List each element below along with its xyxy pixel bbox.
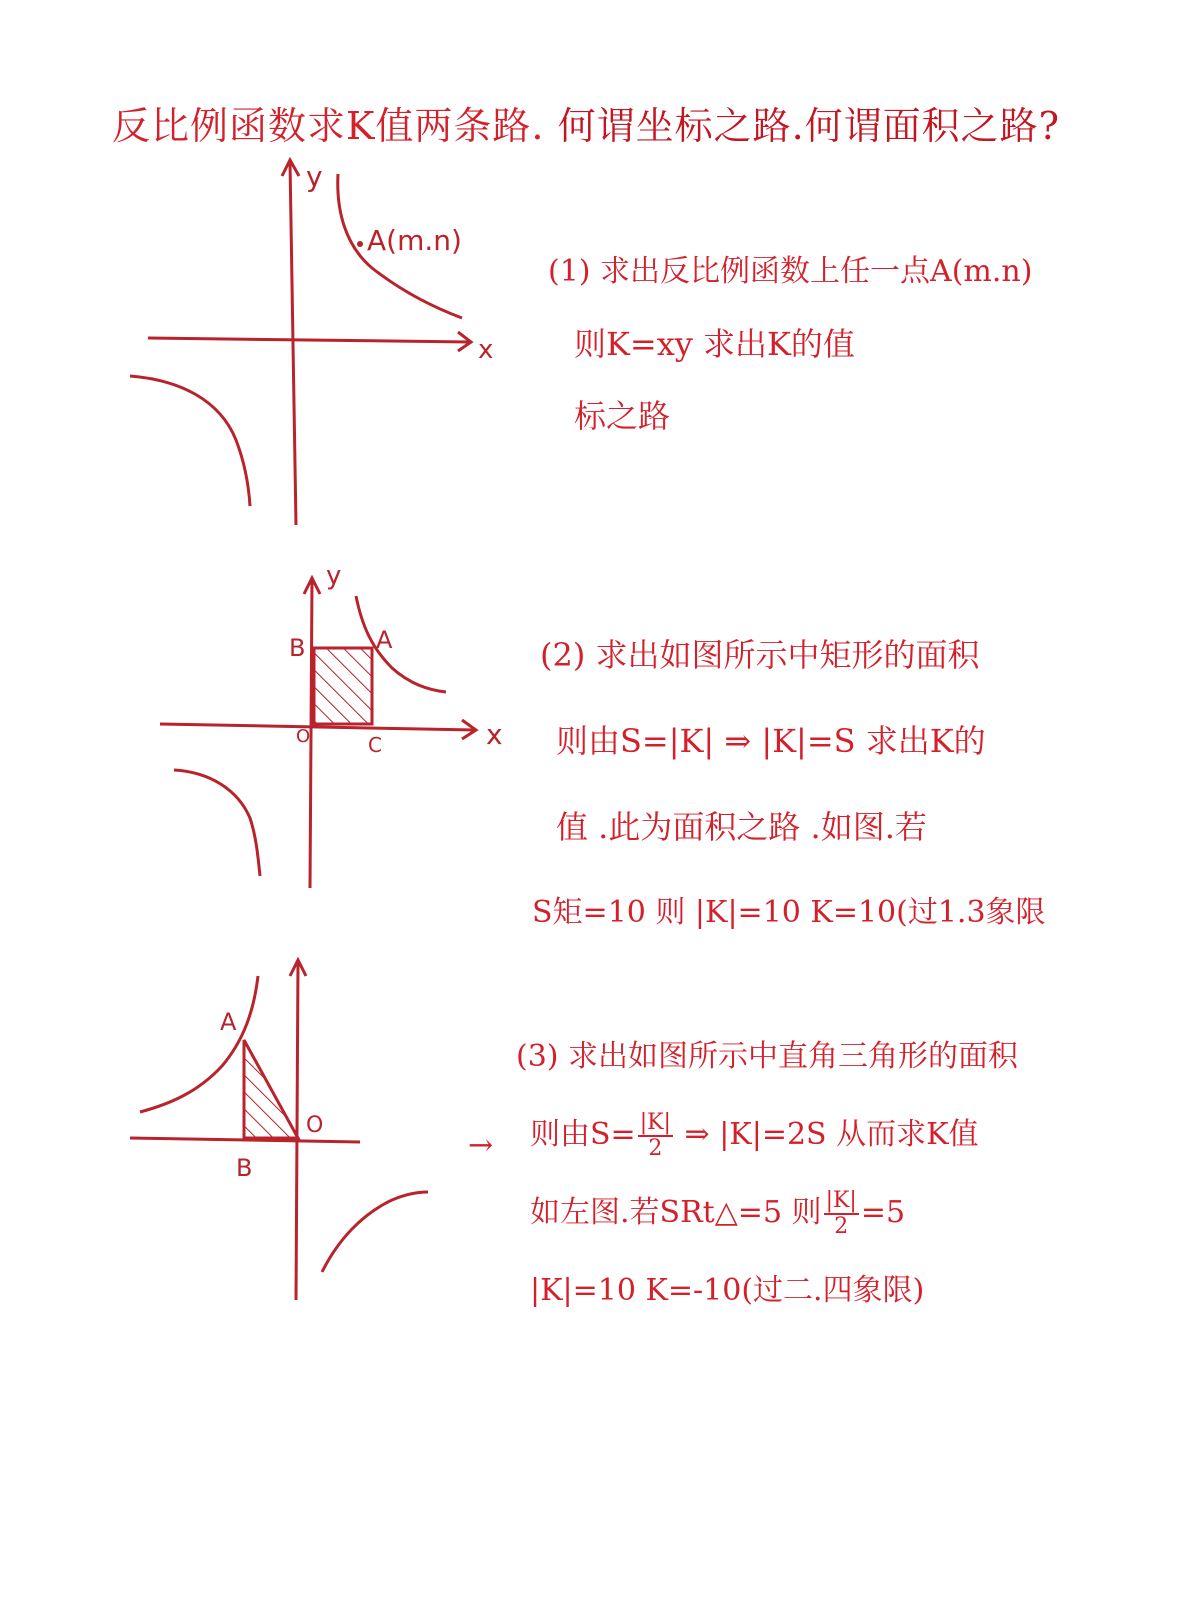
graph-3-curve-q4 [322, 1192, 428, 1272]
section-1-line-1: (1) 求出反比例函数上任一点A(m.n) [548, 254, 1033, 289]
section-3-line-2-suffix: ⇒ |K|=2S 从而求K值 [684, 1117, 979, 1152]
graph-3-curve-q2 [140, 976, 258, 1112]
graph-3-y-axis [296, 962, 298, 1300]
graph-2-rectangle [314, 648, 372, 724]
graph-1-y-axis [290, 162, 296, 525]
graph-2-x-label: x [486, 718, 503, 751]
section-3-line-2-prefix: 则由S= [530, 1117, 636, 1152]
section-3-line-3-prefix: 如左图.若SRt△=5 则 [530, 1195, 822, 1230]
section-2-notes [532, 612, 1046, 956]
graph-3-label-b: B [236, 1154, 253, 1182]
section-3-line-2 [516, 1096, 1018, 1174]
fraction-1-denominator: 2 [648, 1136, 663, 1161]
graph-2-y-axis [310, 580, 312, 888]
fraction-2-numerator: |K| [825, 1188, 857, 1213]
graph-2-label-c: C [368, 733, 382, 757]
graph-2-curve-q3 [174, 770, 260, 876]
section-3-fraction-2 [824, 1189, 859, 1239]
section-3-line-4: |K|=10 K=-10(过二.四象限) [530, 1273, 925, 1308]
section-1-line-3: 标之路 [574, 397, 671, 435]
section-2-line-2: 则由S=|K| ⇒ |K|=S 求出K的 [556, 722, 986, 760]
fraction-2-denominator: 2 [834, 1214, 849, 1239]
graph-2-y-label: y [326, 561, 342, 591]
section-3-line-3 [516, 1174, 1018, 1252]
graph-1-point-a [357, 241, 363, 247]
section-3-line-3-suffix: =5 [860, 1195, 906, 1230]
graph-1-point-label: A(m.n) [367, 224, 462, 257]
fraction-1-numerator: |K| [639, 1110, 671, 1135]
graph-1 [130, 160, 493, 525]
section-3-fraction-1 [638, 1111, 673, 1161]
section-3-line-1: (3) 求出如图所示中直角三角形的面积 [516, 1039, 1019, 1074]
section-1-notes [548, 236, 1032, 452]
graph-2-label-a: A [376, 626, 393, 654]
section-2-line-3: 值 .此为面积之路 .如图.若 [556, 808, 927, 846]
graph-2-label-b: B [289, 634, 306, 662]
section-2-line-4: S矩=10 则 |K|=10 K=10(过1.3象限 [532, 895, 1046, 930]
section-2-line-1: (2) 求出如图所示中矩形的面积 [540, 636, 980, 674]
graph-1-curve-q3 [130, 376, 250, 506]
section-1-line-2: 则K=xy 求出K的值 [574, 325, 855, 363]
graph-1-y-label: y [306, 160, 323, 193]
section-3-arrow: → [468, 1128, 494, 1163]
graph-1-x-axis [148, 338, 470, 342]
section-3-notes [516, 1018, 1018, 1330]
graph-3-label-o: O [306, 1113, 324, 1138]
graph-3-x-axis [130, 1138, 360, 1142]
graph-3 [130, 960, 428, 1300]
graph-3-triangle [244, 1040, 298, 1138]
graph-3-label-a: A [220, 1008, 237, 1036]
title-part-2: 何谓坐标之路.何谓面积之路? [557, 104, 1061, 148]
graph-2 [160, 561, 503, 888]
title-part-1: 反比例函数求K值两条路. [112, 104, 545, 148]
graph-1-x-label: x [478, 335, 494, 365]
graph-2-label-o: O [296, 726, 311, 747]
